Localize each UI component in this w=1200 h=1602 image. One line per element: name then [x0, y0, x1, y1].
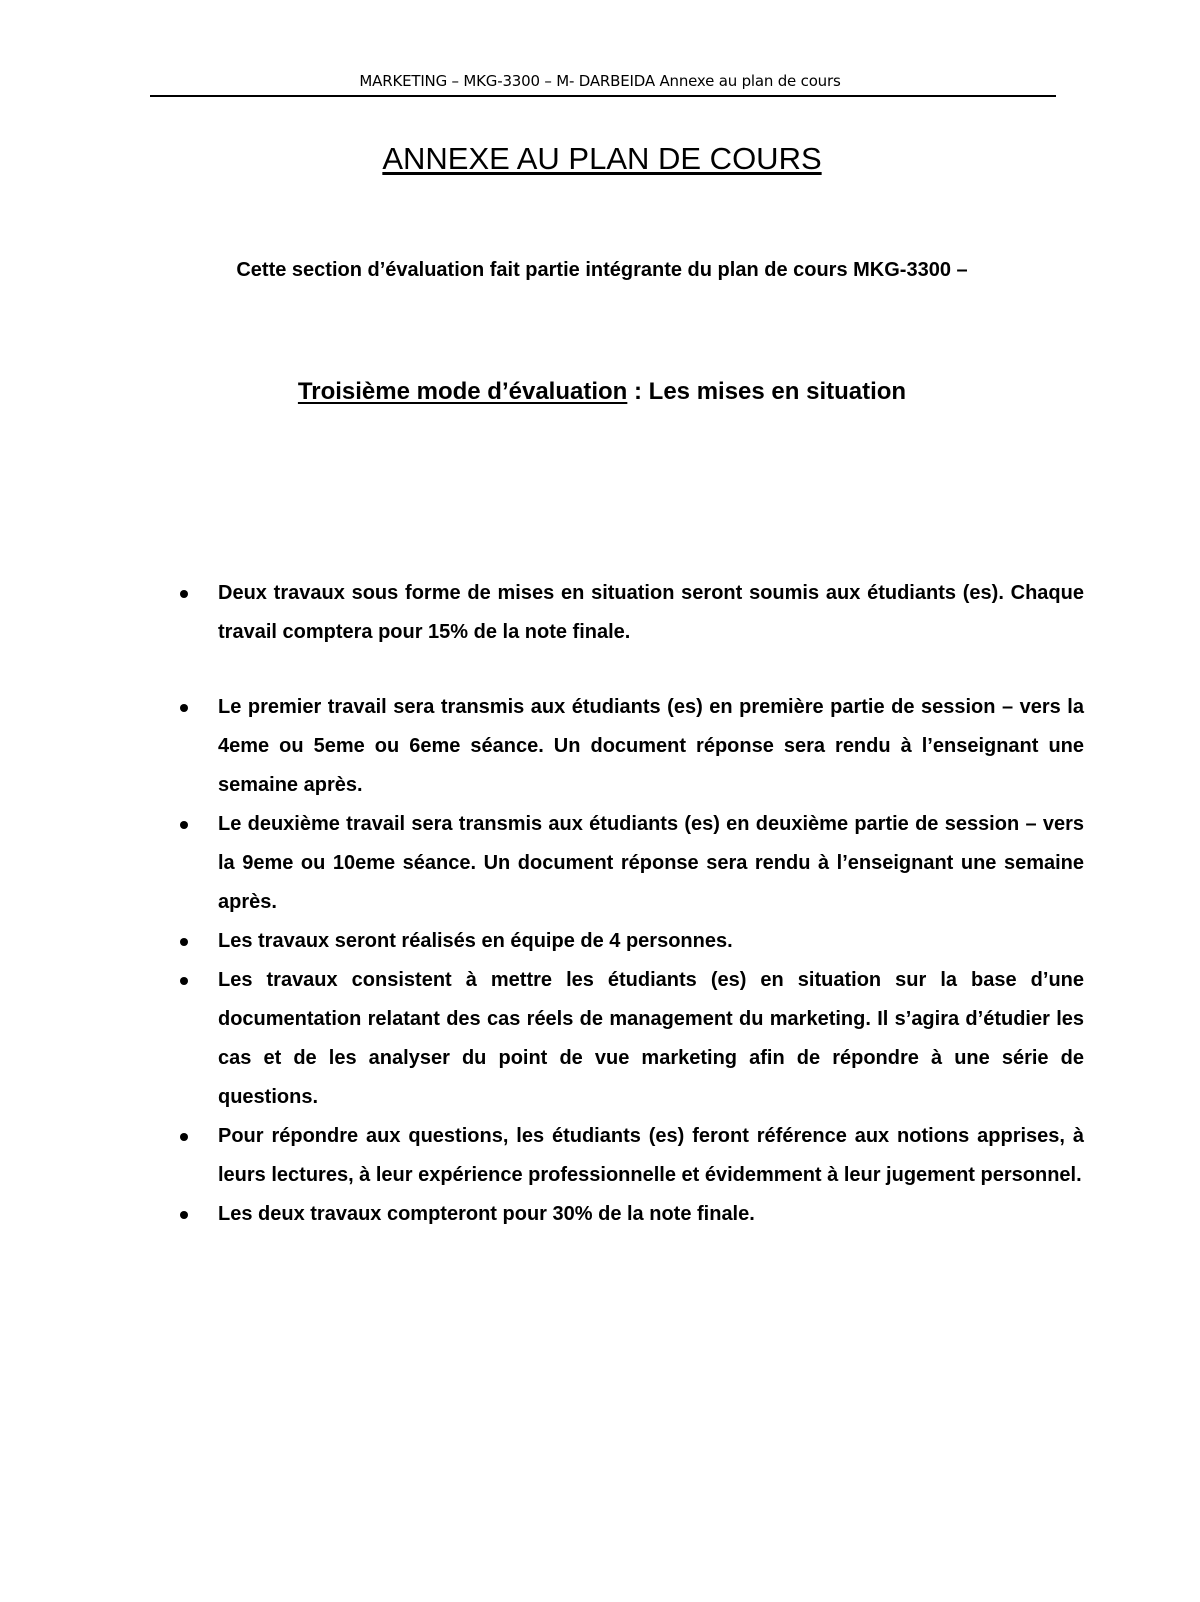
document-title: ANNEXE AU PLAN DE COURS	[382, 141, 822, 176]
intro-paragraph: Cette section d’évaluation fait partie intégrante du plan de cours MKG-3300 –	[236, 259, 968, 281]
list-item-text: Les travaux seront réalisés en équipe de 4 personnes.	[218, 930, 733, 952]
bullet-icon	[180, 977, 188, 985]
bullet-icon	[180, 938, 188, 946]
section-heading-main: Troisième mode d’évaluation	[297, 378, 628, 405]
section-heading-rest: : Les mises en situation	[627, 378, 907, 405]
list-item	[218, 688, 1084, 805]
list-item-text: Le deuxième travail sera transmis aux étudiants (es) en deuxième partie de session – vers la 9eme ou 10eme séance. Un document réponse sera rendu à l’enseignant une semaine après.	[218, 813, 1084, 913]
list-item	[218, 574, 1084, 652]
bullet-icon	[180, 590, 188, 598]
bullet-icon	[180, 1211, 188, 1219]
bullet-list	[218, 574, 1084, 1234]
list-item-text: Pour répondre aux questions, les étudiants (es) feront référence aux notions apprises, à leurs lectures, à leur expérience professionnelle et évidemment à leur jugement personnel.	[218, 1125, 1084, 1186]
list-item	[218, 1195, 1084, 1234]
list-item	[218, 961, 1084, 1117]
bullet-icon	[180, 1133, 188, 1141]
bullet-icon	[180, 704, 188, 712]
list-item	[218, 805, 1084, 922]
page-header: MARKETING – MKG-3300 – M- DARBEIDA Annexe au plan de cours	[359, 72, 841, 90]
list-item-text: Les travaux consistent à mettre les étudiants (es) en situation sur la base d’une documentation relatant des cas réels de management du marketing. Il s’agira d’étudier les cas et de les analyser du point de vue marketing afin de répondre à une série de questions.	[218, 969, 1084, 1108]
list-item	[218, 922, 1084, 961]
list-item-text: Les deux travaux compteront pour 30% de la note finale.	[218, 1203, 755, 1225]
list-item-text: Le premier travail sera transmis aux étudiants (es) en première partie de session – vers la 4eme ou 5eme ou 6eme séance. Un document réponse sera rendu à l’enseignant une semaine après.	[218, 696, 1084, 796]
list-item	[218, 1117, 1084, 1195]
list-item-text: Deux travaux sous forme de mises en situation seront soumis aux étudiants (es). Chaque travail comptera pour 15% de la note finale.	[218, 582, 1084, 643]
bullet-icon	[180, 821, 188, 829]
section-heading	[150, 378, 1054, 406]
header-divider	[150, 95, 1056, 97]
